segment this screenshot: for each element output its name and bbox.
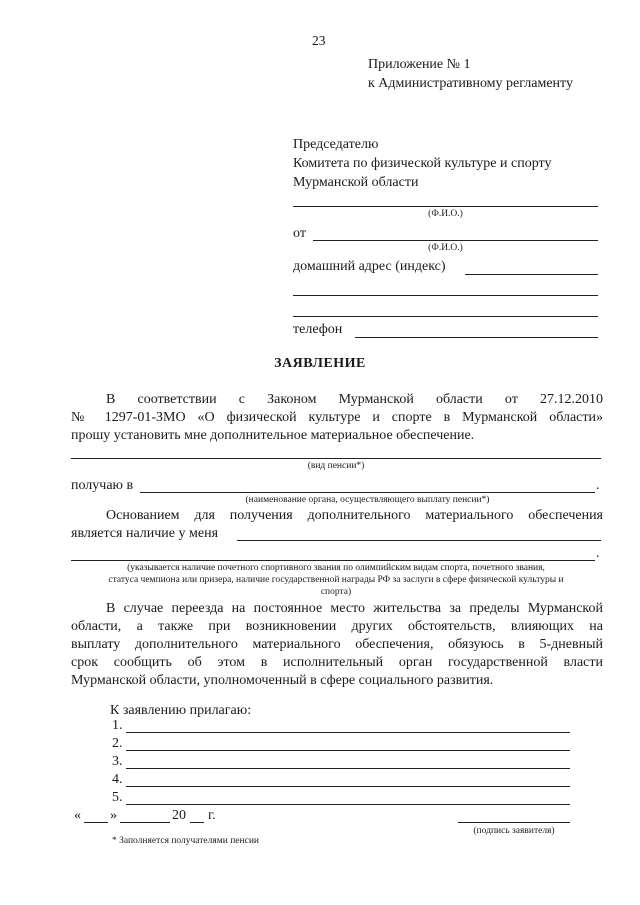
address-label: домашний адрес (индекс) bbox=[293, 259, 446, 274]
signature-line bbox=[458, 822, 570, 823]
basis-caption-1: (указывается наличие почетного спортивного звания по олимпийским видам спорта, почетного звания, bbox=[127, 563, 545, 573]
relocation-line-3: выплату дополнительного материального обеспечения, обязуюсь в 5-дневный bbox=[71, 637, 603, 652]
basis-line-2: является наличие у меня bbox=[71, 526, 219, 541]
intro-line-3: прошу установить мне дополнительное материальное обеспечение. bbox=[71, 428, 475, 443]
signature-caption: (подпись заявителя) bbox=[473, 826, 555, 836]
attachment-line-3 bbox=[126, 768, 570, 769]
attachment-line-1 bbox=[126, 732, 570, 733]
date-year-suffix: г. bbox=[208, 808, 216, 823]
basis-caption-3: спорта) bbox=[320, 587, 352, 597]
page-number: 23 bbox=[312, 33, 326, 48]
attachment-line-2 bbox=[126, 750, 570, 751]
fio-caption-2: (Ф.И.О.) bbox=[428, 243, 463, 253]
from-line bbox=[313, 240, 598, 241]
basis-caption-2: статуса чемпиона или призера, наличие государственной награды РФ за заслуги в сфере физической культуры и bbox=[108, 575, 564, 585]
attachment-number-2: 2. bbox=[112, 736, 123, 751]
footnote: * Заполняется получателями пенсии bbox=[112, 836, 259, 846]
attachment-number-4: 4. bbox=[112, 772, 123, 787]
attachment-number-1: 1. bbox=[112, 718, 123, 733]
attachment-number-3: 3. bbox=[112, 754, 123, 769]
address-line-1 bbox=[465, 274, 598, 275]
document-title: ЗАЯВЛЕНИЕ bbox=[274, 356, 366, 371]
receive-line bbox=[140, 492, 595, 493]
fio-caption-1: (Ф.И.О.) bbox=[428, 209, 463, 219]
date-year-line bbox=[190, 822, 204, 823]
pension-line bbox=[71, 458, 601, 459]
address-line-3 bbox=[293, 316, 598, 317]
date-open-quote: « bbox=[74, 808, 81, 823]
organ-caption: (наименование органа, осуществляющего выплату пенсии*) bbox=[245, 495, 490, 505]
appendix-line-2: к Административному регламенту bbox=[368, 76, 573, 91]
date-day-line bbox=[84, 822, 108, 823]
addressee-line-3: Мурманской области bbox=[293, 175, 419, 190]
attachment-number-5: 5. bbox=[112, 790, 123, 805]
addressee-line-1: Председателю bbox=[293, 137, 379, 152]
receive-label: получаю в bbox=[71, 478, 134, 493]
date-close-quote: » bbox=[110, 808, 117, 823]
attachment-line-5 bbox=[126, 804, 570, 805]
relocation-line-4: срок сообщить об этом в исполнительный орган государственной власти bbox=[71, 655, 603, 670]
phone-line bbox=[355, 337, 598, 338]
date-year-prefix: 20 bbox=[172, 808, 186, 823]
relocation-line-2: области, а также при возникновении других обстоятельств, влияющих на bbox=[71, 619, 603, 634]
attachment-line-4 bbox=[126, 786, 570, 787]
addressee-line-2: Комитета по физической культуре и спорту bbox=[293, 156, 552, 171]
basis-line-3-blank bbox=[71, 560, 595, 561]
receive-end: . bbox=[596, 478, 600, 493]
fio-line-1 bbox=[293, 206, 598, 207]
intro-line-2: № 1297-01-ЗМО «О физической культуре и спорте в Мурманской области» bbox=[71, 410, 603, 425]
address-line-2 bbox=[293, 295, 598, 296]
from-label: от bbox=[293, 226, 306, 241]
appendix-line-1: Приложение № 1 bbox=[368, 57, 471, 72]
intro-line-1: В соответствии с Законом Мурманской области от 27.12.2010 bbox=[106, 392, 603, 407]
attachments-heading: К заявлению прилагаю: bbox=[110, 703, 252, 718]
relocation-line-5: Мурманской области, уполномоченный в сфере социального развития. bbox=[71, 673, 494, 688]
relocation-line-1: В случае переезда на постоянное место жительства за пределы Мурманской bbox=[106, 601, 603, 616]
basis-line-1: Основанием для получения дополнительного материального обеспечения bbox=[106, 508, 603, 523]
pension-caption: (вид пенсии*) bbox=[307, 461, 365, 471]
date-month-line bbox=[120, 822, 170, 823]
basis-end: . bbox=[596, 546, 600, 561]
phone-label: телефон bbox=[293, 322, 343, 337]
basis-line-2-blank bbox=[237, 540, 601, 541]
